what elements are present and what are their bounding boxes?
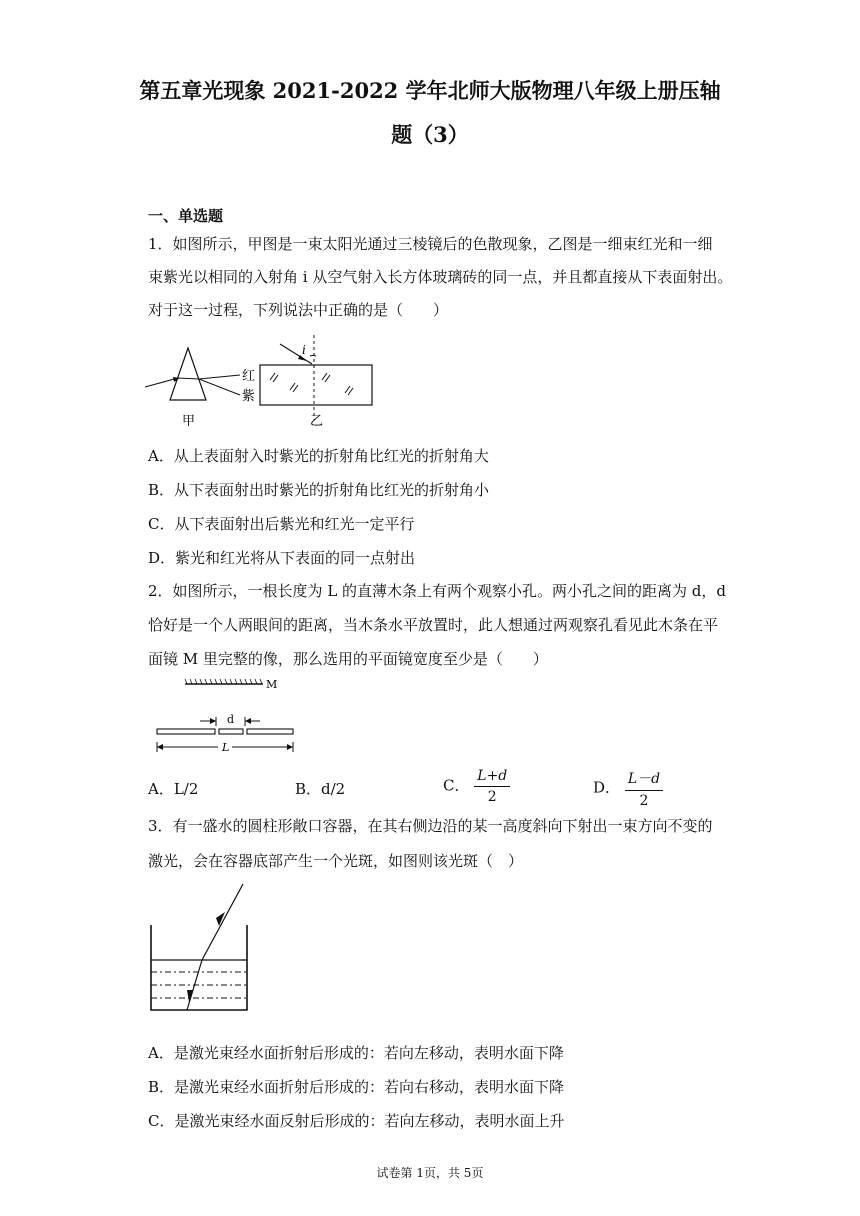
- q3-stem-line1: 3．有一盛水的圆柱形敞口容器，在其右侧边沿的某一高度斜向下射出一束方向不变的: [148, 817, 713, 835]
- q3-option-c: C．是激光束经水面反射后形成的：若向左移动，表明水面上升: [148, 1112, 565, 1130]
- d-label: d: [227, 713, 235, 726]
- q2-option-d: [593, 768, 663, 809]
- q2-option-c-numerator: L+d: [474, 768, 510, 787]
- container: [151, 925, 247, 1010]
- q1-stem-line2: 束紫光以相同的入射角 i 从空气射入长方体玻璃砖的同一点，并且都直接从下表面射出。: [148, 268, 733, 286]
- q2-option-c: [443, 768, 510, 805]
- q2-option-a: A．L/2: [148, 780, 199, 798]
- q2-stem-line2: 恰好是一个人两眼间的距离，当木条水平放置时，此人想通过两观察孔看见此木条在平: [148, 616, 719, 634]
- prism-shape: [170, 348, 206, 400]
- q2-option-c-denominator: 2: [487, 789, 497, 805]
- q2-option-b: B．d/2: [295, 780, 346, 798]
- strip-middle: [219, 729, 243, 734]
- q1-option-c: C．从下表面射出后紫光和红光一定平行: [148, 515, 415, 533]
- q2-option-d-denominator: 2: [639, 793, 649, 809]
- q2-option-c-prefix: C．: [443, 776, 470, 795]
- q2-stem-line1: 2．如图所示，一根长度为 L 的直薄木条上有两个观察小孔。两小孔之间的距离为 d，d: [148, 582, 727, 600]
- incident-ray: [280, 344, 312, 364]
- strip-right: [247, 729, 293, 734]
- q1-stem-line3: 对于这一过程，下列说法中正确的是（ ）: [148, 301, 449, 319]
- page-title-line1: 第五章光现象 2021-2022 学年北师大版物理八年级上册压轴: [139, 78, 721, 103]
- q1-figure: [140, 330, 390, 430]
- figure-a-label: 甲: [182, 414, 196, 429]
- L-label: L: [222, 741, 230, 754]
- mirror-label: M: [266, 678, 278, 691]
- q3-option-a: A．是激光束经水面折射后形成的：若向左移动，表明水面下降: [148, 1044, 564, 1062]
- q1-stem-line1: 1．如图所示，甲图是一束太阳光通过三棱镜后的色散现象，乙图是一细束红光和一细: [148, 235, 713, 253]
- q1-option-a: A．从上表面射入时紫光的折射角比红光的折射角大: [148, 447, 489, 465]
- q1-option-d: D．紫光和红光将从下表面的同一点射出: [148, 549, 416, 567]
- q2-option-d-prefix: D．: [593, 778, 621, 797]
- q2-figure: [150, 672, 300, 762]
- page-title-line2: 题（3）: [391, 122, 469, 147]
- glass-block: [260, 365, 372, 405]
- q1-option-b: B．从下表面射出时紫光的折射角比红光的折射角小: [148, 481, 490, 499]
- section-heading: 一、单选题: [148, 207, 224, 225]
- red-label: 红: [242, 369, 256, 384]
- q3-stem-line2: 激光，会在容器底部产生一个光斑，如图则该光斑（ ）: [148, 852, 524, 870]
- q2-option-c-fraction: [474, 768, 510, 805]
- angle-label: i: [302, 343, 306, 357]
- q2-option-d-numerator: L－d: [625, 768, 663, 791]
- figure-b-label: 乙: [310, 414, 324, 429]
- laser-beam-air: [202, 884, 243, 960]
- sunlight-ray: [145, 378, 178, 387]
- page-footer: 试卷第 1页，共 5页: [376, 1166, 484, 1180]
- q3-figure: [145, 880, 255, 1015]
- q2-stem-line3: 面镜 M 里完整的像，那么选用的平面镜宽度至少是（ ）: [148, 650, 548, 668]
- purple-label: 紫: [242, 389, 256, 404]
- q2-option-d-fraction: [625, 768, 663, 809]
- strip-left: [157, 729, 215, 734]
- q3-option-b: B．是激光束经水面折射后形成的：若向右移动，表明水面下降: [148, 1078, 565, 1096]
